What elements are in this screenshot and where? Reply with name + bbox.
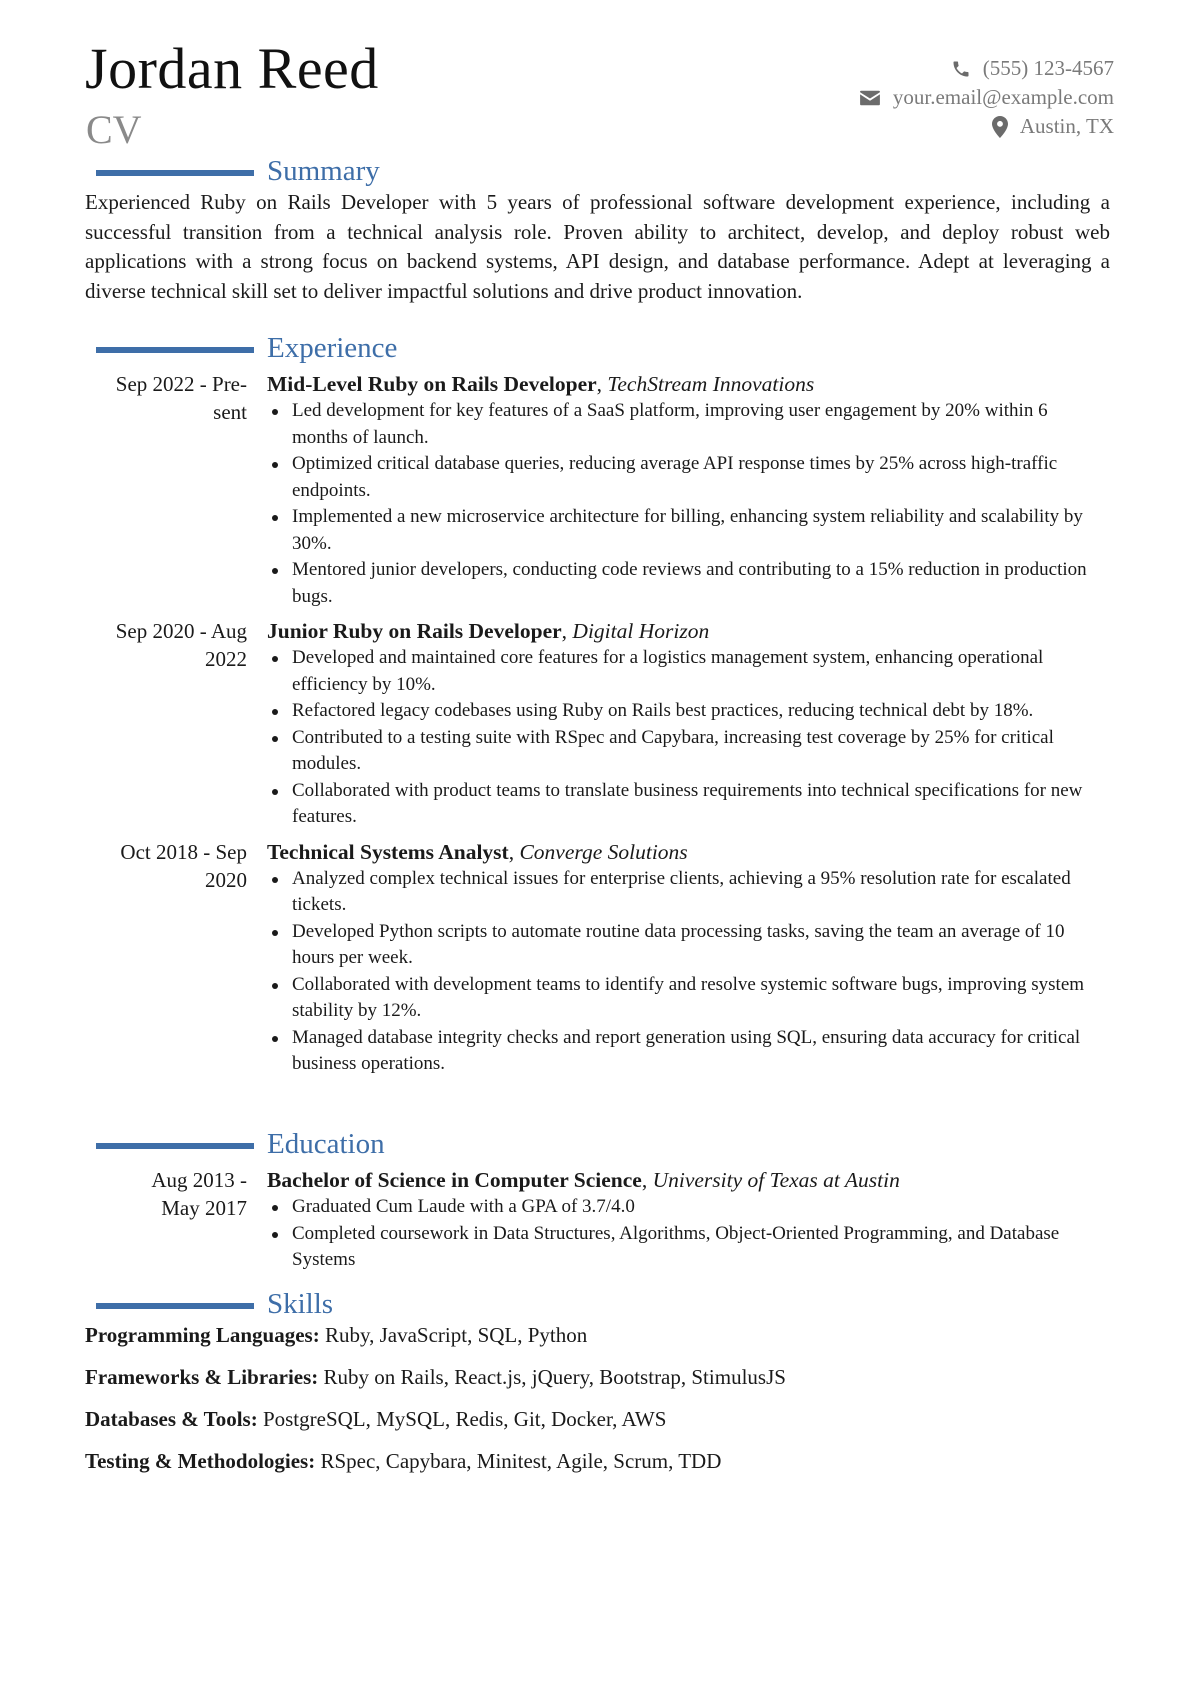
bullet-dot-icon: [272, 877, 278, 883]
section-title: Skills: [267, 1288, 334, 1320]
section-title: Summary: [267, 155, 380, 187]
bullet-dot-icon: [272, 1036, 278, 1042]
date-line: 2022: [205, 647, 247, 671]
bullet-item: Collaborated with development teams to identify and resolve systemic software bugs, improving system stability by 12%.: [267, 972, 1100, 1025]
skill-label: Databases & Tools:: [85, 1407, 258, 1431]
company-name: TechStream Innovations: [607, 372, 815, 396]
phone-text: (555) 123-4567: [982, 56, 1114, 80]
section-heading: [85, 1127, 1115, 1161]
date-line: Sep 2020 - Aug: [115, 619, 247, 643]
bullet-item: Optimized critical database queries, reducing average API response times by 25% across high-traffic endpoints.: [267, 451, 1100, 504]
bullet-dot-icon: [272, 930, 278, 936]
bullet-dot-icon: [272, 1232, 278, 1238]
contact-block: [694, 54, 1114, 141]
bullet-list: [267, 1194, 1107, 1274]
section-title: Experience: [267, 332, 398, 364]
bullet-dot-icon: [272, 983, 278, 989]
summary-text: Experienced Ruby on Rails Developer with 5 years of professional software development experience, including a successful transition from a technical analysis role. Proven ability to architect, develop, and deploy robust web applications with a strong focus on backend systems, API design, and database performance. Adept at leveraging a diverse technical skill set to deliver impactful solutions and drive product innovation.: [85, 190, 1110, 303]
bullet-item: Managed database integrity checks and report generation using SQL, ensuring data accuracy for critical business operations.: [267, 1025, 1100, 1078]
bullet-item: Developed and maintained core features for a logistics management system, enhancing operational efficiency by 10%.: [267, 645, 1100, 698]
bullet-item: Collaborated with product teams to translate business requirements into technical specifications for new features.: [267, 778, 1100, 831]
contact-phone[interactable]: [694, 54, 1114, 83]
bullet-dot-icon: [272, 656, 278, 662]
degree-title: Bachelor of Science in Computer Science: [267, 1168, 642, 1192]
skill-row: [85, 1405, 1115, 1433]
entry-date: [85, 838, 247, 1078]
contact-email[interactable]: [694, 83, 1114, 112]
section-accent-bar: [96, 347, 254, 353]
bullet-dot-icon: [272, 736, 278, 742]
date-line: Oct 2018 - Sep: [120, 839, 247, 864]
education-entry: [85, 1166, 1115, 1274]
bullet-dot-icon: [272, 515, 278, 521]
summary-section: [85, 154, 1115, 306]
skill-value: RSpec, Capybara, Minitest, Agile, Scrum, TDD: [320, 1449, 722, 1473]
entry-body: [267, 838, 1107, 1078]
bullet-dot-icon: [272, 1205, 278, 1211]
bullet-item: Contributed to a testing suite with RSpec and Capybara, increasing test coverage by 25% for critical modules.: [267, 725, 1100, 778]
bullet-list: [267, 398, 1107, 610]
skill-value: PostgreSQL, MySQL, Redis, Git, Docker, AWS: [262, 1407, 667, 1431]
company-name: Digital Horizon: [572, 619, 710, 643]
experience-section: [85, 331, 1115, 1078]
bullet-item: Completed coursework in Data Structures, Algorithms, Object-Oriented Programming, and Database Systems: [267, 1221, 1100, 1274]
bullet-dot-icon: [272, 409, 278, 415]
bullet-item: Graduated Cum Laude with a GPA of 3.7/4.0: [267, 1194, 1100, 1221]
job-title: Junior Ruby on Rails Developer: [267, 619, 562, 643]
skill-row: [85, 1363, 1115, 1391]
section-accent-bar: [96, 170, 254, 176]
education-section: [85, 1127, 1115, 1274]
experience-entry: [85, 370, 1115, 610]
section-accent-bar: [96, 1303, 254, 1309]
email-text: your.email@example.com: [892, 85, 1114, 109]
bullet-dot-icon: [272, 709, 278, 715]
experience-entry: [85, 617, 1115, 831]
job-title: Technical Systems Analyst: [267, 839, 509, 864]
job-title: Mid-Level Ruby on Rails Developer: [267, 372, 597, 396]
bullet-item: Developed Python scripts to automate routine data processing tasks, saving the team an average of 10 hours per week.: [267, 919, 1100, 972]
experience-entry: [85, 838, 1115, 1078]
date-line: sent: [213, 400, 247, 424]
skills-section: [85, 1287, 1115, 1489]
bullet-item: Implemented a new microservice architecture for billing, enhancing system reliability and scalability by 30%.: [267, 504, 1100, 557]
bullet-item: Led development for key features of a SaaS platform, improving user engagement by 20% within 6 months of launch.: [267, 398, 1100, 451]
skill-label: Testing & Methodologies:: [85, 1449, 316, 1473]
section-accent-bar: [96, 1143, 254, 1149]
bullet-dot-icon: [272, 789, 278, 795]
contact-location: [694, 112, 1114, 141]
entry-heading: Technical Systems Analyst, Converge Solutions: [267, 839, 688, 864]
skill-value: Ruby on Rails, React.js, jQuery, Bootstrap, StimulusJS: [323, 1365, 786, 1389]
skill-row: [85, 1447, 1115, 1475]
skill-row: [85, 1321, 1115, 1349]
entry-body: [267, 617, 1107, 831]
skill-label: Programming Languages:: [85, 1323, 320, 1347]
entry-date: [85, 617, 247, 831]
phone-icon: [951, 59, 971, 79]
bullet-list: [267, 866, 1107, 1078]
bullet-item: Mentored junior developers, conducting code reviews and contributing to a 15% reduction in production bugs.: [267, 557, 1100, 610]
entry-date: [85, 1166, 247, 1274]
entry-date: [85, 370, 247, 610]
section-heading: [85, 154, 1115, 188]
date-line: Aug 2013 -: [151, 1168, 247, 1192]
skill-value: Ruby, JavaScript, SQL, Python: [324, 1323, 588, 1347]
section-title: Education: [267, 1128, 385, 1160]
bullet-dot-icon: [272, 462, 278, 468]
bullet-item: Refactored legacy codebases using Ruby on Rails best practices, reducing technical debt by 18%.: [267, 698, 1100, 725]
date-line: Sep 2022 - Pre-: [115, 372, 247, 396]
company-name: Converge Solutions: [519, 839, 688, 864]
section-heading: [85, 1287, 1115, 1321]
date-line: May 2017: [161, 1196, 247, 1220]
envelope-icon: [859, 89, 881, 107]
bullet-list: [267, 645, 1107, 831]
bullet-dot-icon: [272, 568, 278, 574]
entry-heading: Junior Ruby on Rails Developer, Digital Horizon: [267, 619, 710, 643]
skill-label: Frameworks & Libraries:: [85, 1365, 319, 1389]
entry-body: [267, 1166, 1107, 1274]
document-subtitle: CV: [86, 107, 142, 152]
entry-heading: Mid-Level Ruby on Rails Developer, TechStream Innovations: [267, 372, 815, 396]
location-text: Austin, TX: [1019, 114, 1114, 138]
entry-heading: Bachelor of Science in Computer Science, University of Texas at Austin: [267, 1168, 900, 1192]
entry-body: [267, 370, 1107, 610]
section-heading: [85, 331, 1115, 365]
bullet-item: Analyzed complex technical issues for enterprise clients, achieving a 95% resolution rate for escalated tickets.: [267, 866, 1100, 919]
person-name: Jordan Reed: [85, 36, 379, 101]
date-line: 2020: [205, 867, 247, 892]
map-pin-icon: [992, 116, 1008, 138]
school-name: University of Texas at Austin: [652, 1168, 900, 1192]
